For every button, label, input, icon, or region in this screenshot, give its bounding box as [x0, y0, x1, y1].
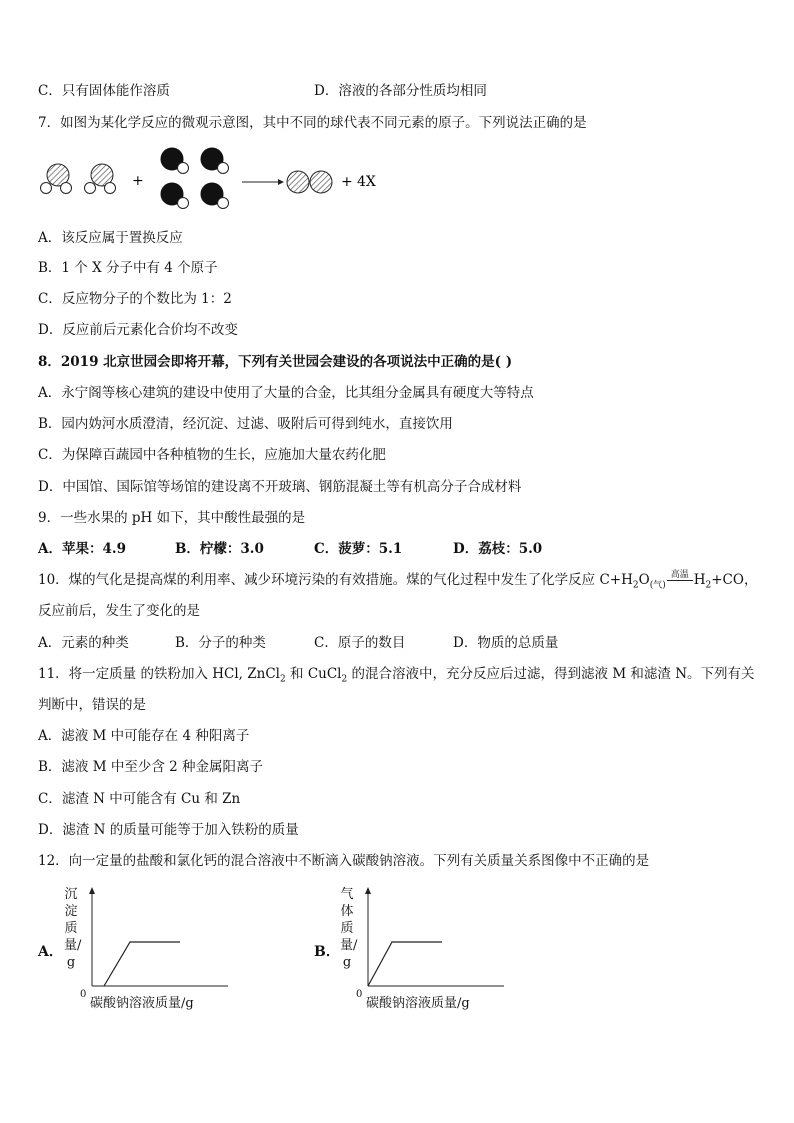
graph-b-xlabel: 碳酸钠溶液质量/g: [366, 996, 470, 1011]
q9-option-b: B．柠檬：3.0: [175, 541, 264, 557]
q7-option-a: A．该反应属于置换反应: [38, 230, 183, 246]
q8-option-c: C．为保障百蔬园中各种植物的生长，应施加大量农药化肥: [38, 447, 386, 463]
q10-options: [38, 633, 764, 653]
reactant-molecule-4: [201, 148, 229, 174]
graph-b-axes: [358, 886, 508, 992]
q10-h2-sub: 2: [705, 580, 712, 591]
q8-option-a: A．永宁阁等核心建筑的建设中使用了大量的合金，比其组分金属具有硬度大等特点: [38, 385, 534, 401]
graph-b-ylabel: 气体质量/g: [340, 887, 358, 970]
graph-a-axes: [82, 886, 232, 992]
product-coefficient: 4X: [357, 174, 376, 190]
q11-option-d: D．滤渣 N 的质量可能等于加入铁粉的质量: [38, 822, 299, 838]
q8-stem: 8．2019 北京世园会即将开幕，下列有关世园会建设的各项说法中正确的是( ): [38, 354, 513, 370]
q10-stem-text: 10．煤的气化是提高煤的利用率、减少环境污染的有效措施。煤的气化过程中发生了化学反应 C+H: [38, 572, 633, 588]
q11-cucl2-sub: 2: [341, 674, 348, 685]
q7-option-c: C．反应物分子的个数比为 1：2: [38, 291, 232, 307]
q11-option-c: C．滤渣 N 中可能含有 Cu 和 Zn: [38, 791, 241, 807]
q7-option-b: B．1 个 X 分子中有 4 个原子: [38, 260, 218, 276]
q9-option-c: C．菠萝：5.1: [314, 541, 403, 557]
q11-stem-a: 11．将一定质量 的铁粉加入 HCl, ZnCl: [38, 666, 280, 682]
q11-stem-line2: 判断中，错误的是: [38, 697, 146, 713]
graph-b-curve: [368, 942, 442, 986]
q6-options: [38, 81, 764, 101]
graph-a-ylabel: 沉淀质量/g: [64, 887, 82, 970]
q7-option-d: D．反应前后元素化合价均不改变: [38, 322, 238, 338]
q10-o: O: [638, 572, 650, 588]
reactant-molecule-5: [161, 183, 189, 209]
plus-sign-2: +: [341, 174, 353, 190]
q7-stem: 7．如图为某化学反应的微观示意图，其中不同的球代表不同元素的原子。下列说法正确的是: [38, 115, 587, 131]
q6-option-c: C．只有固体能作溶质: [38, 83, 170, 99]
graph-b-label: B．: [314, 944, 340, 960]
graph-a-xlabel: 碳酸钠溶液质量/g: [90, 996, 194, 1011]
q11-zncl2-sub: 2: [280, 674, 286, 685]
reaction-arrow: [242, 179, 284, 185]
q9-option-d: D．荔枝：5.0: [453, 541, 543, 557]
reactant-molecule-3: [161, 148, 189, 174]
reactant-molecule-2: [85, 164, 116, 194]
product-molecule: [287, 171, 332, 193]
q11-stem-c: 的混合溶液中，充分反应后过滤，得到滤液 M 和滤渣 N。下列有关: [347, 666, 755, 682]
q6-option-d: D．溶液的各部分性质均相同: [314, 83, 487, 99]
q10-option-b: B．分子的种类: [175, 635, 266, 651]
q10-stem-end: +CO，: [711, 572, 758, 588]
q8-option-b: B．园内妫河水质澄清，经沉淀、过滤、吸附后可得到纯水，直接饮用: [38, 416, 453, 432]
graph-a-curve: [104, 942, 180, 986]
q10-gas-state: (气): [649, 580, 666, 591]
q7-reaction-diagram: [38, 142, 398, 220]
reactant-molecule-6: [201, 183, 229, 209]
q12-stem: 12．向一定量的盐酸和氯化钙的混合溶液中不断滴入碳酸钠溶液。下列有关质量关系图像中不正确的是: [38, 853, 650, 869]
graph-b-origin: 0: [356, 989, 363, 1000]
q11-stem-b: 和 CuCl: [285, 666, 342, 682]
q9-options: [38, 539, 764, 559]
reactant-molecule-1: [41, 164, 72, 194]
q9-option-a: A．苹果：4.9: [38, 541, 126, 557]
graph-a-label: A．: [38, 944, 63, 960]
q10-h: H: [693, 572, 706, 588]
q12-graph-a: [38, 886, 238, 1016]
q8-option-d: D．中国馆、国际馆等场馆的建设离不开玻璃、钢筋混凝土等有机高分子合成材料: [38, 479, 522, 495]
q10-h2o-sub: 2: [632, 580, 639, 591]
q10-option-d: D．物质的总质量: [453, 635, 559, 651]
plus-sign-1: +: [132, 173, 144, 189]
q11-option-b: B．滤液 M 中至少含 2 种金属阳离子: [38, 759, 263, 775]
q11-stem: [38, 664, 764, 690]
graph-a-origin: 0: [80, 989, 87, 1000]
q11-option-a: A．滤液 M 中可能存在 4 种阳离子: [38, 728, 250, 744]
q12-graph-b: [314, 886, 534, 1016]
q10-option-a: A．元素的种类: [38, 635, 129, 651]
q10-option-c: C．原子的数目: [314, 635, 406, 651]
q10-stem: [38, 570, 764, 596]
q9-stem: 9．一些水果的 pH 如下，其中酸性最强的是: [38, 510, 306, 526]
q10-condition: 高温: [667, 570, 693, 581]
q10-stem-line2: 反应前后，发生了变化的是: [38, 603, 200, 619]
